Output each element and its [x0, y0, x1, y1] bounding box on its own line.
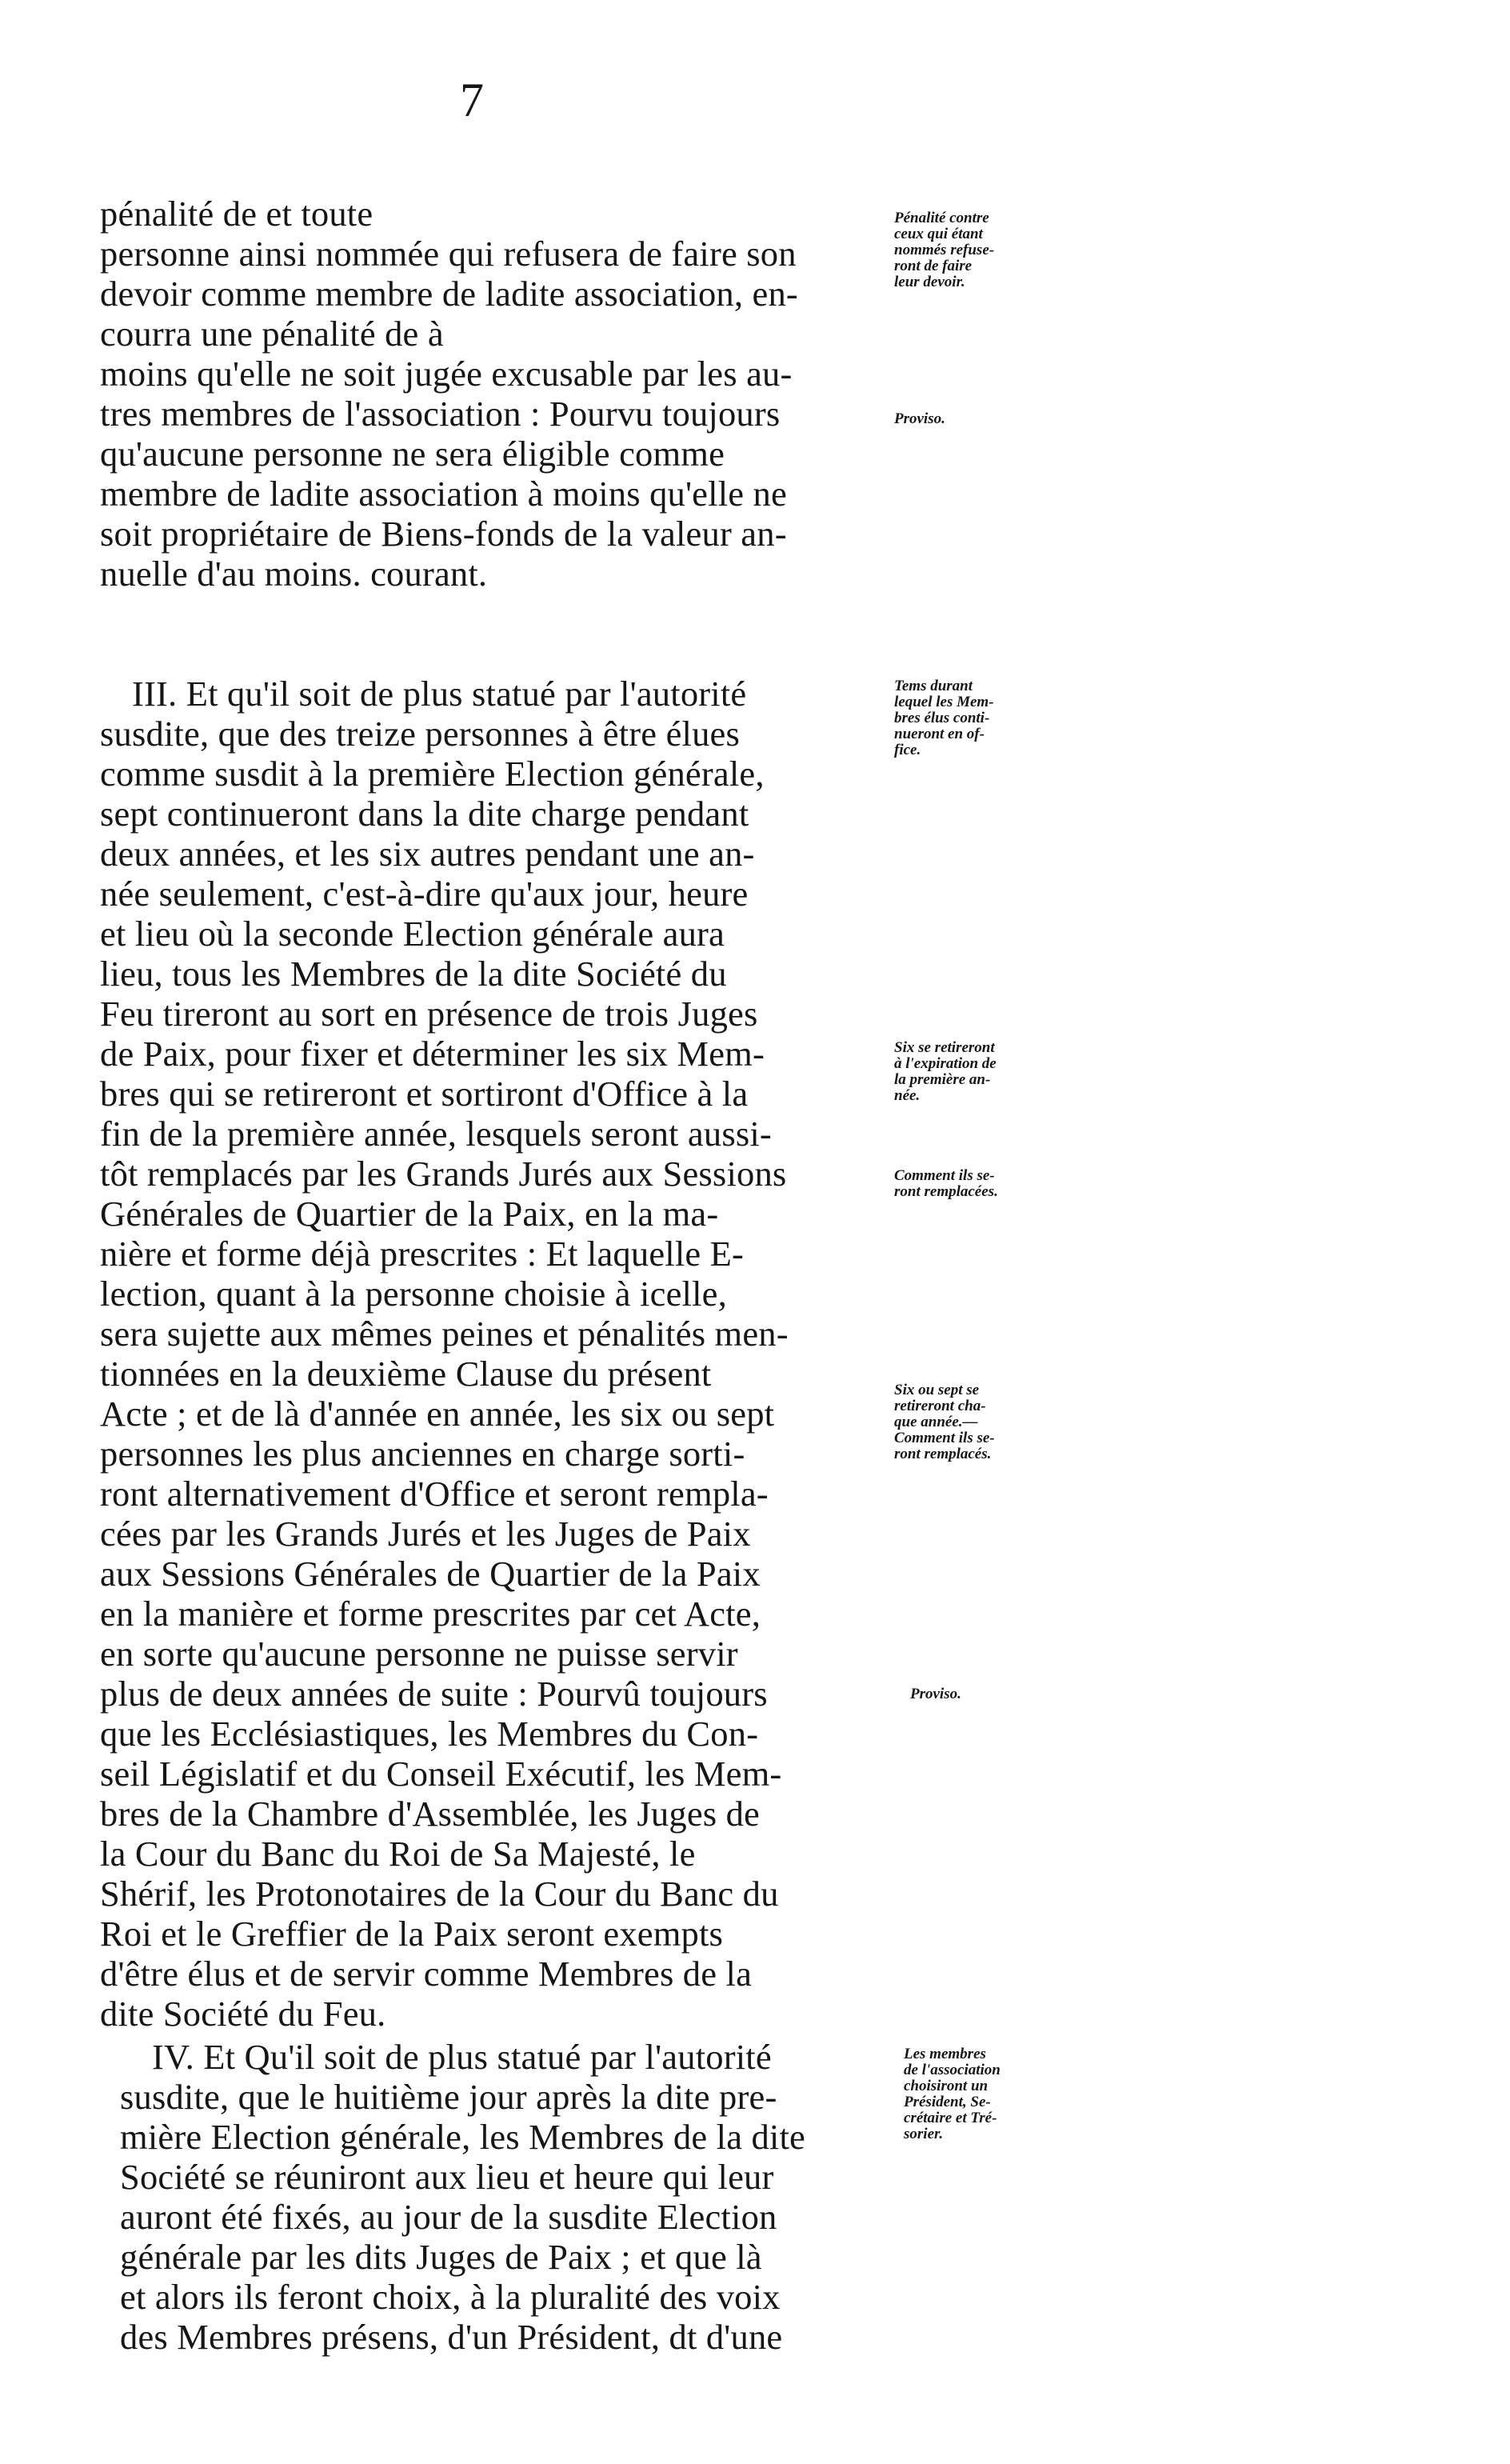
- text-line: sera sujette aux mêmes peines et pénalités men-: [100, 1314, 789, 1354]
- margin-note-six-retire: [894, 1040, 997, 1104]
- text-line: née seulement, c'est-à-dire qu'aux jour, heure: [100, 874, 749, 914]
- text-line: seil Législatif et du Conseil Exécutif, les Mem-: [100, 1754, 782, 1794]
- text-line: personnes les plus anciennes en charge sorti-: [100, 1434, 745, 1474]
- text-line: bres qui se retireront et sortiront d'Office à la: [100, 1074, 749, 1114]
- text-line: nuelle d'au moins. courant.: [100, 554, 488, 594]
- note-line: fice.: [894, 742, 921, 758]
- text-line: d'être élus et de servir comme Membres de la: [100, 1954, 753, 1994]
- note-line: à l'expiration de: [894, 1055, 997, 1072]
- note-line: nommés refuse-: [894, 242, 995, 258]
- text-line: lection, quant à la personne choisie à icelle,: [100, 1274, 727, 1314]
- text-line: lieu, tous les Membres de la dite Société du: [100, 954, 727, 994]
- note-line: Proviso.: [910, 1686, 961, 1702]
- text-line: fin de la première année, lesquels seront aussi-: [100, 1114, 772, 1154]
- note-line: Proviso.: [894, 410, 945, 427]
- note-line: Six ou sept se: [894, 1382, 980, 1398]
- margin-note-proviso: [894, 411, 945, 427]
- note-line: Pénalité contre: [894, 210, 989, 226]
- text-line: devoir comme membre de ladite association, en-: [100, 274, 798, 314]
- note-line: ront remplacées.: [894, 1183, 998, 1200]
- text-line: deux années, et les six autres pendant une an-: [100, 834, 755, 874]
- text-line: que les Ecclésiastiques, les Membres du Con-: [100, 1714, 759, 1754]
- text-line: membre de ladite association à moins qu'elle ne: [100, 474, 787, 514]
- note-line: crétaire et Tré-: [904, 2110, 997, 2126]
- text-line: plus de deux années de suite : Pourvû toujours: [100, 1674, 768, 1714]
- text-line: personne ainsi nommée qui refusera de faire son: [100, 234, 797, 274]
- margin-note-officers: [904, 2046, 1001, 2142]
- margin-note-replacement: [894, 1168, 998, 1200]
- text-line: bres de la Chambre d'Assemblée, les Juges de: [100, 1794, 761, 1834]
- note-line: Six se retireront: [894, 1039, 995, 1056]
- text-line: IV. Et Qu'il soit de plus statué par l'autorité: [152, 2037, 772, 2077]
- note-line: de l'association: [904, 2062, 1001, 2078]
- text-line: Générales de Quartier de la Paix, en la ma-: [100, 1194, 719, 1234]
- text-line: des Membres présens, d'un Président, dt d'une: [120, 2317, 783, 2357]
- text-line: auront été fixés, au jour de la susdite Election: [120, 2197, 777, 2237]
- text-line: de Paix, pour fixer et déterminer les six Mem-: [100, 1034, 765, 1074]
- text-line: mière Election générale, les Membres de la dite: [120, 2117, 806, 2157]
- text-line: sept continueront dans la dite charge pendant: [100, 794, 749, 834]
- text-line: aux Sessions Générales de Quartier de la Paix: [100, 1554, 761, 1594]
- note-line: ront de faire: [894, 258, 973, 274]
- note-line: la première an-: [894, 1071, 991, 1088]
- note-line: ront remplacés.: [894, 1446, 992, 1462]
- paragraph-section-iii: [100, 674, 900, 2034]
- paragraph-penalty: [100, 194, 900, 594]
- text-line: Roi et le Greffier de la Paix seront exempts: [100, 1914, 724, 1954]
- text-line: moins qu'elle ne soit jugée excusable par les au-: [100, 354, 793, 394]
- text-line: en la manière et forme prescrites par cet Acte,: [100, 1594, 761, 1634]
- paragraph-section-iv: [120, 2037, 920, 2357]
- margin-notes: [894, 0, 1086, 2464]
- note-line: retireront cha-: [894, 1398, 986, 1414]
- text-line: Feu tireront au sort en présence de trois Juges: [100, 994, 758, 1034]
- text-line: dite Société du Feu.: [100, 1994, 386, 2034]
- note-line: Les membres: [904, 2046, 986, 2062]
- text-line: qu'aucune personne ne sera éligible comme: [100, 434, 725, 474]
- text-line: tôt remplacés par les Grands Jurés aux Sessions: [100, 1154, 787, 1194]
- text-line: nière et forme déjà prescrites : Et laquelle E-: [100, 1234, 745, 1274]
- text-line: soit propriétaire de Biens-fonds de la valeur an-: [100, 514, 787, 554]
- text-line: Shérif, les Protonotaires de la Cour du Banc du: [100, 1874, 779, 1914]
- text-line: pénalité de et toute: [100, 194, 374, 234]
- text-line: tres membres de l'association : Pourvu toujours: [100, 394, 781, 434]
- text-line: générale par les dits Juges de Paix ; et que là: [120, 2237, 762, 2277]
- margin-note-penalty: [894, 210, 994, 290]
- text-line: la Cour du Banc du Roi de Sa Majesté, le: [100, 1834, 696, 1874]
- note-line: ceux qui étant: [894, 226, 983, 242]
- text-line: comme susdit à la première Election générale,: [100, 754, 765, 794]
- note-line: Président, Se-: [904, 2094, 991, 2110]
- text-line: cées par les Grands Jurés et les Juges de Paix: [100, 1514, 751, 1554]
- margin-note-term: [894, 678, 994, 758]
- page-number: 7: [460, 74, 484, 126]
- note-line: sorier.: [904, 2126, 944, 2142]
- text-line: et lieu où la seconde Election générale aura: [100, 914, 725, 954]
- text-line: susdite, que des treize personnes à être élues: [100, 714, 741, 754]
- note-line: que année.—: [894, 1414, 978, 1430]
- note-line: Comment ils se-: [894, 1430, 995, 1446]
- text-line: et alors ils feront choix, à la pluralité des voix: [120, 2277, 781, 2317]
- note-line: Tems durant: [894, 678, 973, 694]
- text-line: tionnées en la deuxième Clause du présent: [100, 1354, 712, 1394]
- text-line: Société se réuniront aux lieu et heure qui leur: [120, 2157, 774, 2197]
- text-line: Acte ; et de là d'année en année, les six ou sept: [100, 1394, 775, 1434]
- note-line: nueront en of-: [894, 726, 985, 742]
- note-line: leur devoir.: [894, 274, 965, 290]
- note-line: choisiront un: [904, 2078, 989, 2094]
- margin-note-yearly-retire: [894, 1382, 995, 1462]
- text-line: courra une pénalité de à: [100, 314, 444, 354]
- text-line: ront alternativement d'Office et seront rempla-: [100, 1474, 769, 1514]
- margin-note-proviso: [910, 1686, 961, 1702]
- note-line: lequel les Mem-: [894, 694, 994, 710]
- note-line: Comment ils se-: [894, 1167, 995, 1184]
- note-line: bres élus conti-: [894, 710, 990, 726]
- text-line: en sorte qu'aucune personne ne puisse servir: [100, 1634, 738, 1674]
- text-line: III. Et qu'il soit de plus statué par l'autorité: [132, 674, 747, 714]
- note-line: née.: [894, 1087, 921, 1104]
- text-line: susdite, que le huitième jour après la dite pre-: [120, 2077, 777, 2117]
